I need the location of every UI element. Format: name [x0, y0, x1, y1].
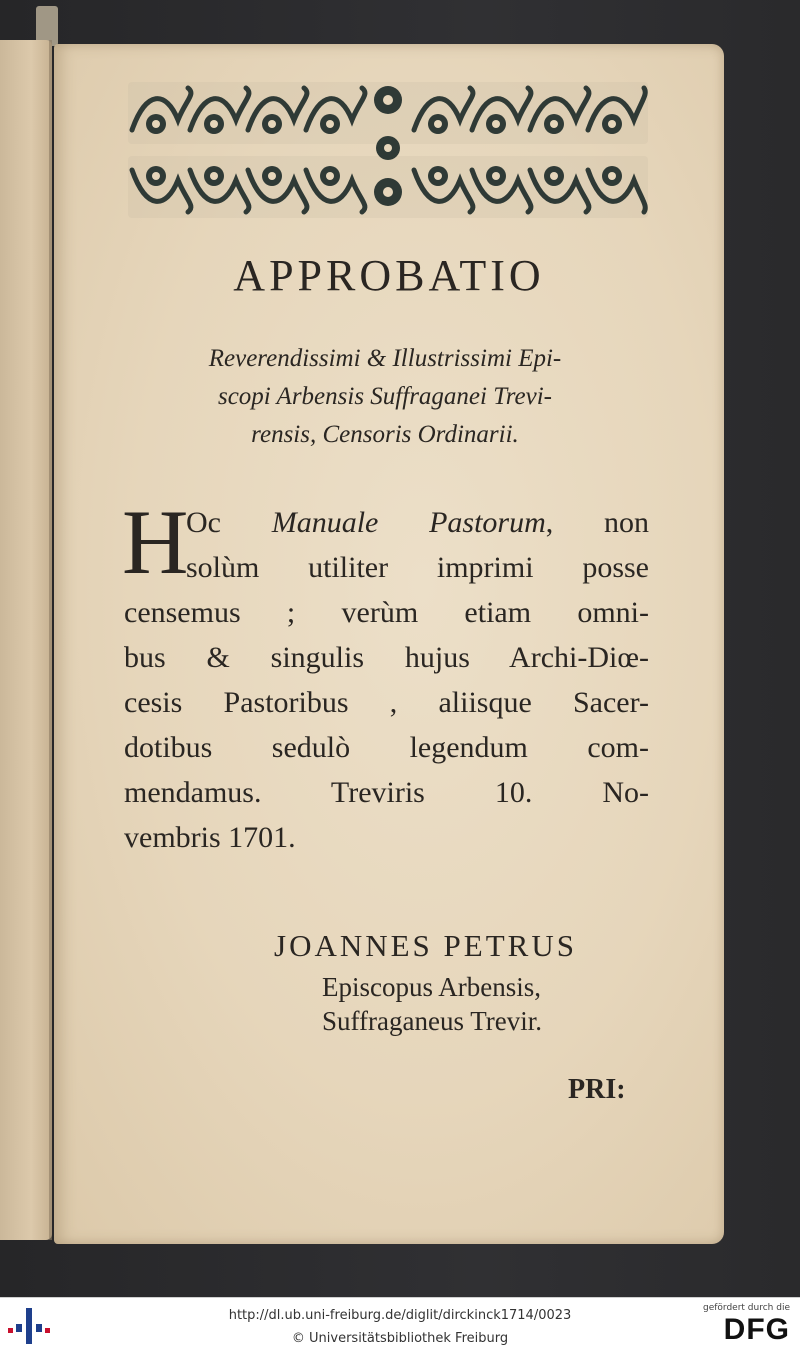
body-line: dotibus sedulò legendum com- [124, 731, 649, 764]
body-line: mendamus. Treviris 10. No- [124, 776, 649, 809]
book-title-italic: Manuale Pastorum [271, 506, 546, 539]
body-line: cesis Pastoribus , aliisque Sacer- [124, 686, 649, 719]
body-text: Oc [186, 506, 272, 539]
book-page [54, 44, 724, 1244]
signatory-name: JOANNES PETRUS [274, 928, 577, 963]
permalink-url[interactable]: http://dl.ub.uni-freiburg.de/diglit/dirckinck1714/0023 [228, 1308, 572, 1323]
signatory-title: Suffraganeus Trevir. [322, 1006, 542, 1036]
catchword: PRI: [568, 1074, 626, 1105]
body-line: solùm utiliter imprimi posse [186, 551, 649, 584]
previous-page-edge [0, 40, 52, 1240]
floral-ornament-band [126, 80, 650, 220]
subtitle-line: rensis, Censoris Ordinarii. [251, 421, 519, 448]
body-line [124, 500, 649, 545]
body-line: censemus ; verùm etiam omni- [124, 596, 649, 629]
dfg-logo: DFG [723, 1313, 790, 1346]
body-line: bus & singulis hujus Archi-Diœ- [124, 641, 649, 674]
funding-note: gefördert durch die [703, 1303, 790, 1313]
signatory-title: Episcopus Arbensis, [322, 972, 541, 1002]
approbation-text [124, 500, 649, 860]
subtitle-line: scopi Arbensis Suffraganei Trevi- [217, 383, 553, 410]
body-text: , non [545, 506, 649, 539]
page-title: APPROBATIO [233, 251, 545, 300]
subtitle-line: Reverendissimi & Illustrissimi Epi- [208, 345, 562, 372]
subtitle [120, 340, 650, 454]
drop-capital: H [122, 491, 189, 593]
body-line: vembris 1701. [124, 821, 296, 854]
copyright-notice: © Universitätsbibliothek Freiburg [291, 1331, 509, 1346]
viewer-footer [0, 1297, 800, 1354]
